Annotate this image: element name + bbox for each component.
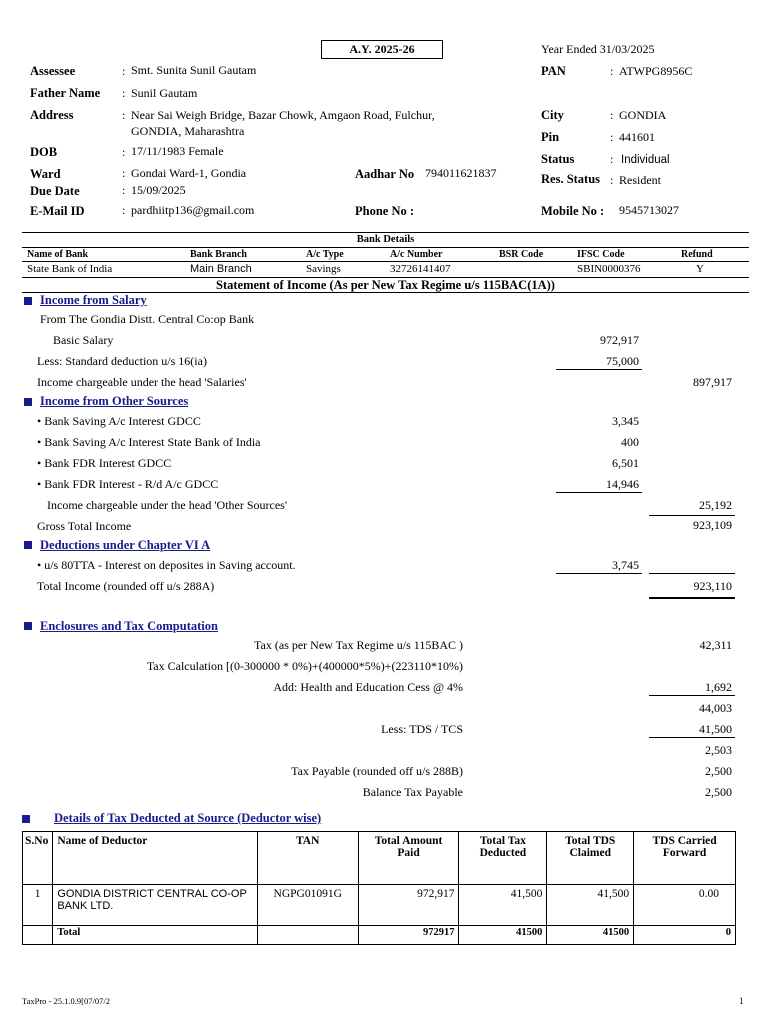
tax-label: Tax (as per New Tax Regime u/s 115BAC )	[254, 638, 463, 652]
section-bullet-icon	[22, 815, 30, 823]
deduction-item-label: • u/s 80TTA - Interest on deposites in Saving account.	[37, 558, 296, 572]
pan-value: ATWPG8956C	[619, 64, 693, 78]
other-item-label: • Bank Saving A/c Interest GDCC	[37, 414, 201, 428]
email-label: E-Mail ID	[30, 204, 85, 218]
row-tax-deducted: 41,500	[459, 885, 547, 926]
city-label: City	[541, 108, 564, 122]
bank-col-header: Refund	[681, 249, 713, 260]
tax-balance-subtotal: 2,503	[705, 743, 732, 757]
col-header: Total Tax Deducted	[459, 832, 547, 885]
res-status-value: Resident	[619, 173, 661, 187]
bank-refund: Y	[696, 263, 704, 275]
salary-employer: From The Gondia Distt. Central Co:op Bank	[40, 312, 255, 326]
other-item-value: 400	[621, 435, 639, 449]
assessment-year: A.Y. 2025-26	[321, 40, 443, 59]
gti-value: 923,109	[693, 518, 732, 532]
table-total-row	[23, 926, 736, 945]
assessee-label: Assessee	[30, 64, 76, 78]
col-header: Total Amount Paid	[358, 832, 459, 885]
colon: :	[610, 152, 614, 166]
deductor-heading: Details of Tax Deducted at Source (Deductor wise)	[54, 811, 322, 825]
col-header: Total TDS Claimed	[547, 832, 634, 885]
deductor-table	[22, 831, 736, 945]
deduction-item-value: 3,745	[612, 558, 639, 572]
row-tds-claimed: 41,500	[547, 885, 634, 926]
other-item-label: • Bank FDR Interest - R/d A/c GDCC	[37, 477, 219, 491]
mobile-label: Mobile No :	[541, 204, 605, 218]
tax-subtotal: 44,003	[699, 701, 732, 715]
bank-ifsc: SBIN0000376	[577, 263, 641, 275]
bank-branch: Main Branch	[190, 263, 252, 275]
page-number: 1	[739, 996, 744, 1006]
other-item-label: • Bank Saving A/c Interest State Bank of India	[37, 435, 261, 449]
year-ended: Year Ended 31/03/2025	[541, 42, 655, 56]
balance-tax-label: Balance Tax Payable	[362, 785, 463, 799]
due-date-value: 15/09/2025	[131, 183, 186, 197]
pan-label: PAN	[541, 64, 566, 78]
basic-salary-value: 972,917	[600, 333, 639, 347]
colon: :	[122, 166, 126, 180]
col-header: Name of Deductor	[53, 832, 257, 885]
other-charge-value: 25,192	[699, 498, 732, 512]
total-income-value: 923,110	[693, 579, 732, 593]
phone-label: Phone No :	[355, 204, 415, 218]
col-header: S.No	[23, 832, 53, 885]
aadhar-label: Aadhar No	[355, 167, 415, 181]
bank-col-header: BSR Code	[499, 249, 544, 260]
other-item-label: • Bank FDR Interest GDCC	[37, 456, 172, 470]
other-sources-heading: Income from Other Sources	[40, 394, 189, 408]
bank-col-header: A/c Number	[390, 249, 443, 260]
email-value: pardhiitp136@gmail.com	[131, 203, 255, 217]
total-label: Total	[53, 926, 257, 945]
deductions-heading: Deductions under Chapter VI A	[40, 538, 211, 552]
table-header-row	[23, 832, 736, 885]
tax-computation-heading: Enclosures and Tax Computation	[40, 619, 218, 633]
table-row	[23, 885, 736, 926]
salary-heading: Income from Salary	[40, 293, 147, 307]
tax-payable-value: 2,500	[705, 764, 732, 778]
row-amount-paid: 972,917	[358, 885, 459, 926]
bank-col-header: A/c Type	[306, 249, 344, 260]
colon: :	[122, 108, 126, 122]
cess-label: Add: Health and Education Cess @ 4%	[273, 680, 463, 694]
col-header: TAN	[257, 832, 358, 885]
tax-value: 42,311	[699, 638, 732, 652]
aadhar-value: 794011621837	[425, 166, 497, 180]
salary-charge-label: Income chargeable under the head 'Salaries'	[37, 375, 247, 389]
other-item-value: 14,946	[606, 477, 639, 491]
basic-salary-label: Basic Salary	[53, 333, 114, 347]
footer-software: TaxPro - 25.1.0.9[07/07/2	[22, 996, 110, 1006]
pin-value: 441601	[619, 130, 655, 144]
section-bullet-icon	[24, 541, 32, 549]
balance-tax-value: 2,500	[705, 785, 732, 799]
salary-charge-value: 897,917	[693, 375, 732, 389]
bank-details-title: Bank Details	[356, 234, 415, 245]
address-line1: Near Sai Weigh Bridge, Bazar Chowk, Amgaon Road, Fulchur,	[131, 108, 435, 122]
total-amount-paid: 972917	[358, 926, 459, 945]
due-date-label: Due Date	[30, 184, 80, 198]
tax-payable-label: Tax Payable (rounded off u/s 288B)	[291, 764, 463, 778]
section-bullet-icon	[24, 398, 32, 406]
section-bullet-icon	[24, 297, 32, 305]
father-label: Father Name	[30, 86, 101, 100]
res-status-label: Res. Status	[541, 172, 601, 186]
bank-col-header: Bank Branch	[190, 249, 247, 260]
pin-label: Pin	[541, 130, 560, 144]
other-item-value: 6,501	[612, 456, 639, 470]
other-item-value: 3,345	[612, 414, 639, 428]
tds-label: Less: TDS / TCS	[381, 722, 463, 736]
status-label: Status	[541, 152, 575, 166]
section-bullet-icon	[24, 622, 32, 630]
colon: :	[610, 130, 614, 144]
row-deductor-name: GONDIA DISTRICT CENTRAL CO-OP BANK LTD.	[53, 885, 257, 926]
row-tds-cf: 0.00	[634, 885, 736, 926]
colon: :	[122, 86, 126, 100]
total-income-label: Total Income (rounded off u/s 288A)	[37, 579, 215, 593]
tds-value: 41,500	[699, 722, 732, 736]
colon: :	[122, 64, 126, 78]
col-header: TDS Carried Forward	[634, 832, 736, 885]
cess-value: 1,692	[705, 680, 732, 694]
assessee-value: Smt. Sunita Sunil Gautam	[131, 63, 257, 77]
status-value: Individual	[621, 154, 670, 166]
colon: :	[122, 183, 126, 197]
address-label: Address	[30, 108, 74, 122]
bank-col-header: IFSC Code	[577, 249, 625, 260]
statement-title: Statement of Income (As per New Tax Regime u/s 115BAC(1A))	[216, 278, 555, 292]
city-value: GONDIA	[619, 108, 667, 122]
std-deduction-label: Less: Standard deduction u/s 16(ia)	[37, 354, 207, 368]
dob-label: DOB	[30, 145, 58, 159]
bank-col-header: Name of Bank	[27, 249, 89, 260]
ward-value: Gondai Ward-1, Gondia	[131, 166, 247, 180]
std-deduction-value: 75,000	[606, 354, 639, 368]
other-charge-label: Income chargeable under the head 'Other Sources'	[47, 498, 287, 512]
total-tds-cf: 0	[634, 926, 736, 945]
colon: :	[610, 173, 614, 187]
row-tan: NGPG01091G	[257, 885, 358, 926]
dob-value: 17/11/1983 Female	[131, 144, 224, 158]
colon: :	[122, 145, 126, 159]
total-tax-deducted: 41500	[459, 926, 547, 945]
bank-name: State Bank of India	[27, 263, 113, 275]
ward-label: Ward	[30, 167, 61, 181]
colon: :	[610, 64, 614, 78]
colon: :	[122, 203, 126, 217]
total-tds-claimed: 41500	[547, 926, 634, 945]
gti-label: Gross Total Income	[37, 519, 132, 533]
bank-ac-number: 32726141407	[390, 263, 451, 275]
row-sno: 1	[23, 885, 53, 926]
bank-ac-type: Savings	[306, 263, 341, 275]
colon: :	[610, 108, 614, 122]
address-line2: GONDIA, Maharashtra	[131, 124, 245, 138]
tax-calculation: Tax Calculation [(0-300000 * 0%)+(400000*5%)+(223110*10%)	[146, 659, 463, 673]
mobile-value: 9545713027	[619, 203, 679, 217]
father-value: Sunil Gautam	[131, 86, 198, 100]
